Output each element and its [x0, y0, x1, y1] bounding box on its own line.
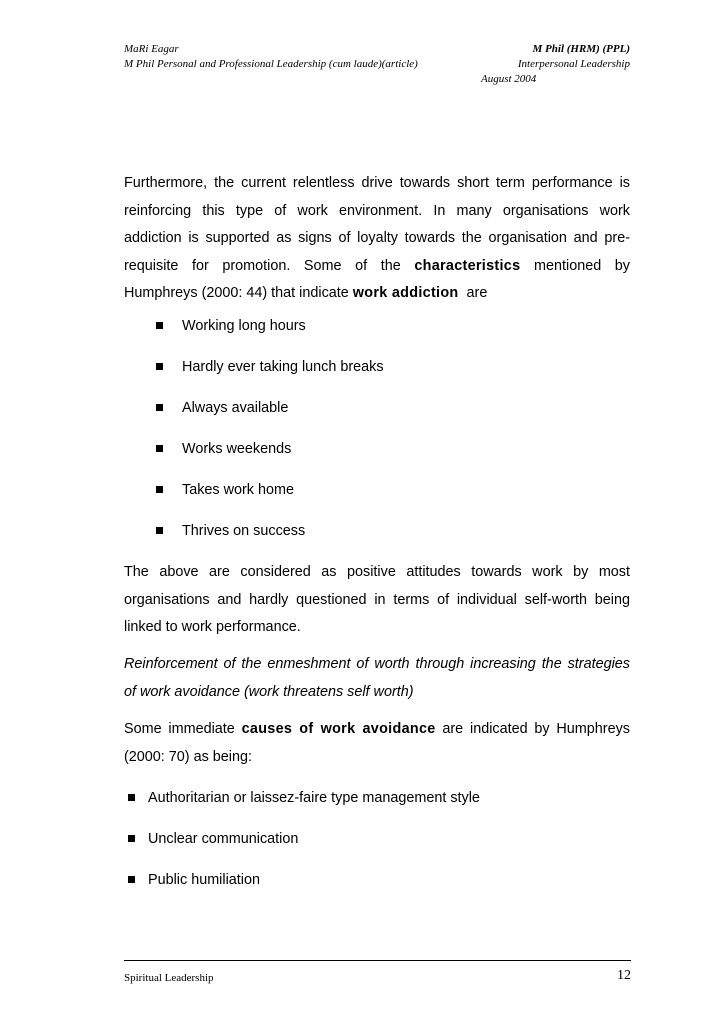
- square-bullet-icon: [156, 445, 163, 452]
- paragraph-line: reinforcing this type of work environment. In many organisations work: [124, 202, 630, 219]
- text-run: Humphreys (2000: 44) that indicate: [124, 285, 349, 301]
- square-bullet-icon: [156, 322, 163, 329]
- paragraph-line: addiction is supported as signs of loyalty towards the organisation and pre-: [124, 230, 630, 246]
- paragraph-work-avoidance: [124, 716, 630, 771]
- subheading-line: of work avoidance (work threatens self worth): [124, 683, 414, 700]
- square-bullet-icon: [156, 527, 163, 534]
- list-item-text: Works weekends: [182, 441, 292, 457]
- header-left: [124, 42, 418, 72]
- paragraph-line: [124, 253, 630, 281]
- page-number: 12: [617, 968, 631, 983]
- header-subject: Interpersonal Leadership: [517, 58, 630, 70]
- list-item-text: Authoritarian or laissez-faire type management style: [148, 790, 480, 806]
- footer-divider: [124, 960, 631, 961]
- text-run: Some immediate: [124, 721, 235, 737]
- header-date: August 2004: [481, 73, 537, 85]
- bold-term-characteristics: characteristics: [414, 257, 521, 274]
- header-author: MaRi Eagar: [124, 43, 179, 55]
- paragraph-work-addiction: [124, 170, 630, 308]
- list-item-text: Thrives on success: [182, 523, 306, 539]
- list-item-text: Public humiliation: [148, 872, 260, 888]
- bold-term-causes: causes of work avoidance: [241, 721, 436, 737]
- header-right: [518, 42, 630, 72]
- paragraph-line: Furthermore, the current relentless drive towards short term performance is: [124, 175, 630, 191]
- square-bullet-icon: [156, 404, 163, 411]
- square-bullet-icon: [156, 363, 163, 370]
- paragraph-line: (2000: 70) as being:: [124, 748, 253, 765]
- paragraph-positive-attitudes: [124, 559, 630, 642]
- square-bullet-icon: [156, 486, 163, 493]
- square-bullet-icon: [128, 794, 135, 801]
- list-item-text: Unclear communication: [148, 831, 299, 847]
- list-item-text: Hardly ever taking lunch breaks: [182, 359, 384, 375]
- paragraph-line: [124, 716, 630, 744]
- subheading-enmeshment: [124, 651, 630, 706]
- paragraph-line: The above are considered as positive attitudes towards work by most: [124, 564, 630, 580]
- paragraph-line: linked to work performance.: [124, 619, 301, 635]
- text-run: requisite for promotion. Some of the: [124, 257, 401, 274]
- list-item-text: Takes work home: [182, 482, 294, 498]
- list-item-text: Working long hours: [182, 318, 306, 334]
- paragraph-line: organisations and hardly questioned in terms of individual self-worth being: [124, 591, 630, 608]
- list-item-text: Always available: [182, 400, 289, 416]
- text-run: mentioned by: [534, 257, 631, 274]
- header-degree: M Phil Personal and Professional Leadership (cum laude)(article): [124, 58, 418, 70]
- square-bullet-icon: [128, 876, 135, 883]
- square-bullet-icon: [128, 835, 135, 842]
- bold-term-work-addiction: work addiction: [352, 285, 459, 301]
- paragraph-line: [124, 280, 630, 308]
- header-program: M Phil (HRM) (PPL): [532, 43, 630, 55]
- text-run: are: [466, 285, 488, 301]
- text-run: are indicated by Humphreys: [442, 721, 630, 737]
- footer-title: Spiritual Leadership: [124, 972, 214, 984]
- subheading-line: Reinforcement of the enmeshment of worth through increasing the strategies: [124, 656, 630, 672]
